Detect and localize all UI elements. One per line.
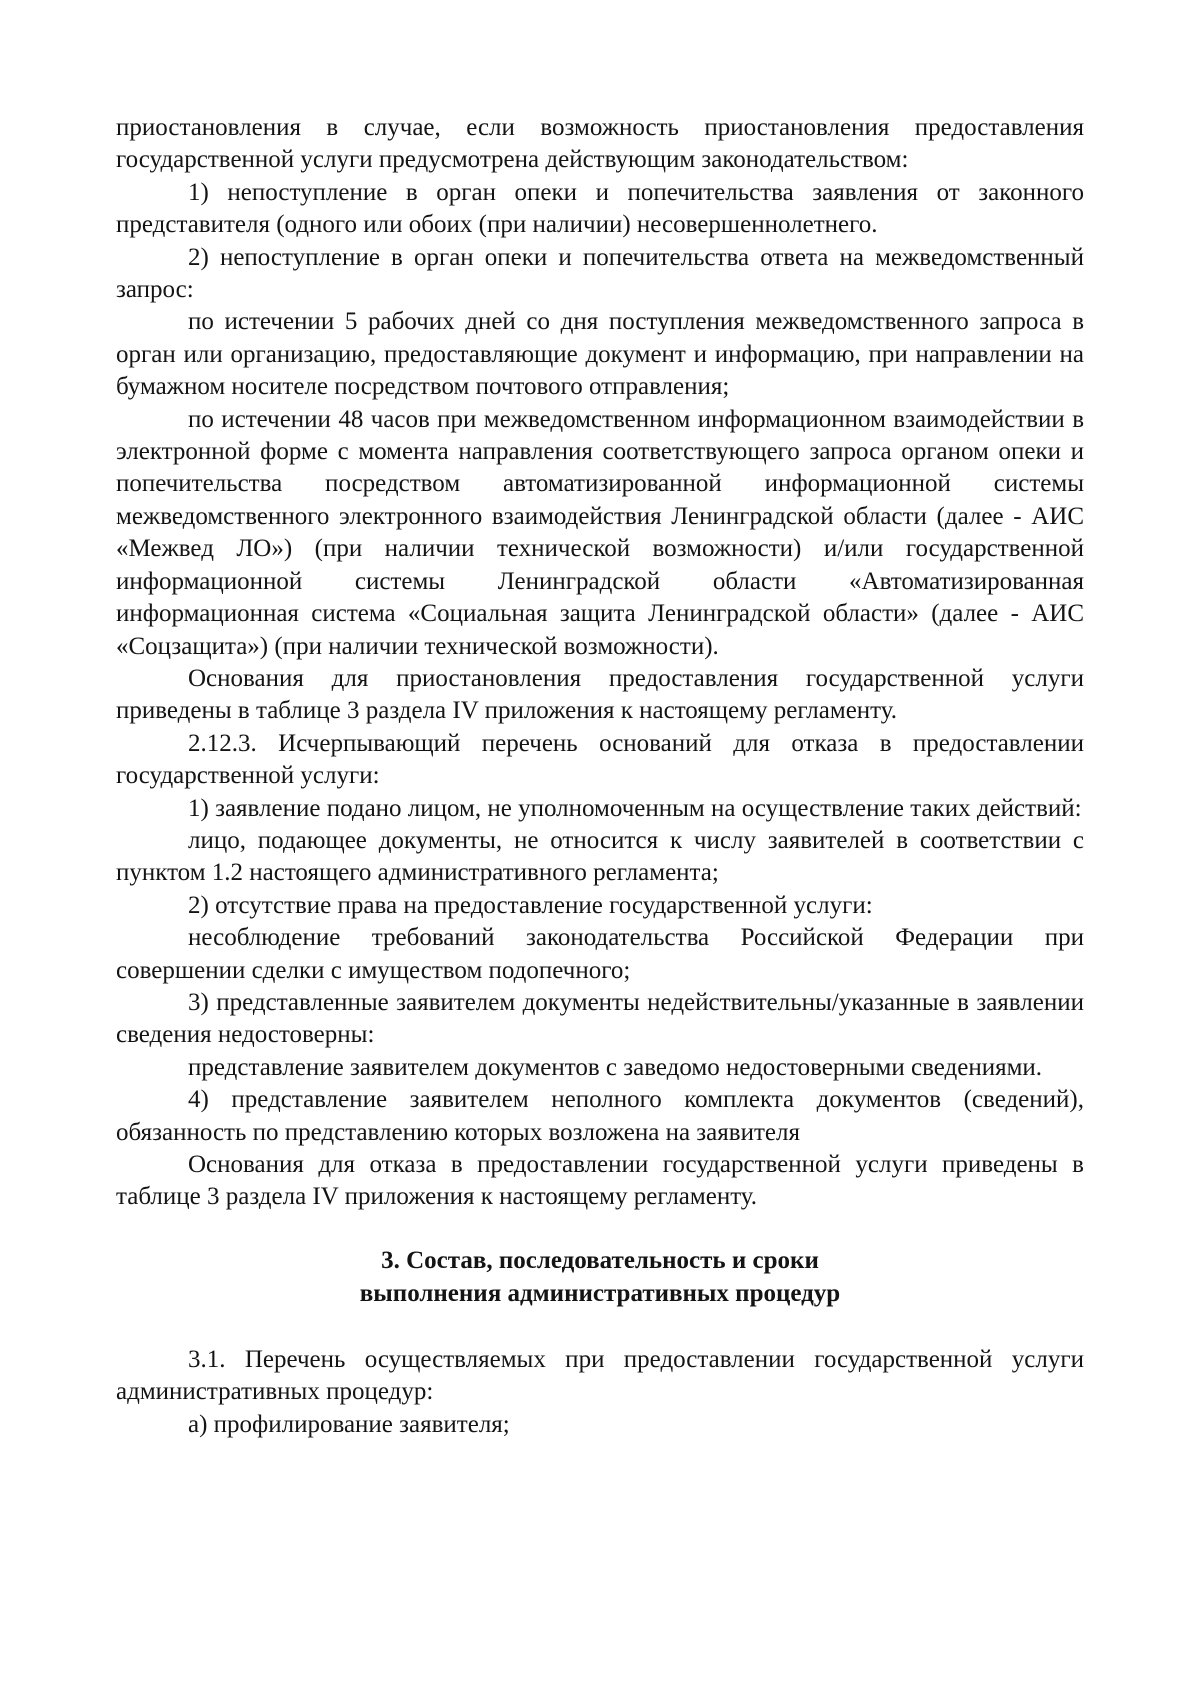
- paragraph: Основания для приостановления предоставления государственной услуги приведены в таблице 3 раздела IV приложения к настоящему регламенту.: [116, 664, 1084, 725]
- paragraph: 2) непоступление в орган опеки и попечительства ответа на межведомственный запрос:: [116, 243, 1084, 304]
- document-page: [116, 112, 1084, 1441]
- document-body-top: [116, 112, 1084, 1214]
- paragraph: лицо, подающее документы, не относится к числу заявителей в соответствии с пунктом 1.2 настоящего административного регламента;: [116, 826, 1084, 887]
- paragraph: Основания для отказа в предоставлении государственной услуги приведены в таблице 3 раздела IV приложения к настоящему регламенту.: [116, 1151, 1084, 1211]
- paragraph: 1) заявление подано лицом, не уполномоченным на осуществление таких действий:: [188, 794, 1082, 822]
- paragraph: представление заявителем документов с заведомо недостоверными сведениями.: [188, 1053, 1043, 1081]
- paragraph: 2.12.3. Исчерпывающий перечень оснований для отказа в предоставлении государственной услуги:: [116, 729, 1084, 790]
- paragraph: 3) представленные заявителем документы недействительны/указанные в заявлении сведения недостоверны:: [116, 988, 1084, 1049]
- paragraph: по истечении 48 часов при межведомственном информационном взаимодействии в электронной форме с момента направления соответствующего запроса органом опеки и попечительства посредством автоматизированной информационной системы межведомственного электронного взаимодействия Ленинградской области (далее - АИС «Межвед ЛО») (при наличии технической возможности) и/или государственной информационной системы Ленинградской области «Автоматизированная информационная система «Социальная защита Ленинградской области» (далее - АИС «Соцзащита») (при наличии технической возможности).: [116, 405, 1084, 660]
- document-body-bottom: [116, 1344, 1084, 1441]
- section-heading: [116, 1244, 1084, 1310]
- paragraph: 4) представление заявителем неполного комплекта документов (сведений), обязанность по представлению которых возложена на заявителя: [116, 1086, 1084, 1146]
- paragraph: несоблюдение требований законодательства Российской Федерации при совершении сделки с имуществом подопечного;: [116, 924, 1084, 984]
- paragraph: 1) непоступление в орган опеки и попечительства заявления от законного представителя (одного или обоих (при наличии) несовершеннолетнего.: [116, 178, 1084, 239]
- paragraph: 2) отсутствие права на предоставление государственной услуги:: [188, 891, 873, 919]
- paragraph: по истечении 5 рабочих дней со дня поступления межведомственного запроса в орган или организацию, предоставляющие документ и информацию, при направлении на бумажном носителе посредством почтового отправления;: [116, 308, 1084, 401]
- section-heading-line-2: выполнения административных процедур: [359, 1279, 841, 1307]
- paragraph: приостановления в случае, если возможность приостановления предоставления государственной услуги предусмотрена действующим законодательством:: [116, 114, 1084, 174]
- paragraph: а) профилирование заявителя;: [188, 1410, 510, 1438]
- paragraph: 3.1. Перечень осуществляемых при предоставлении государственной услуги административных процедур:: [116, 1345, 1084, 1406]
- section-heading-line-1: 3. Состав, последовательность и сроки: [381, 1246, 819, 1274]
